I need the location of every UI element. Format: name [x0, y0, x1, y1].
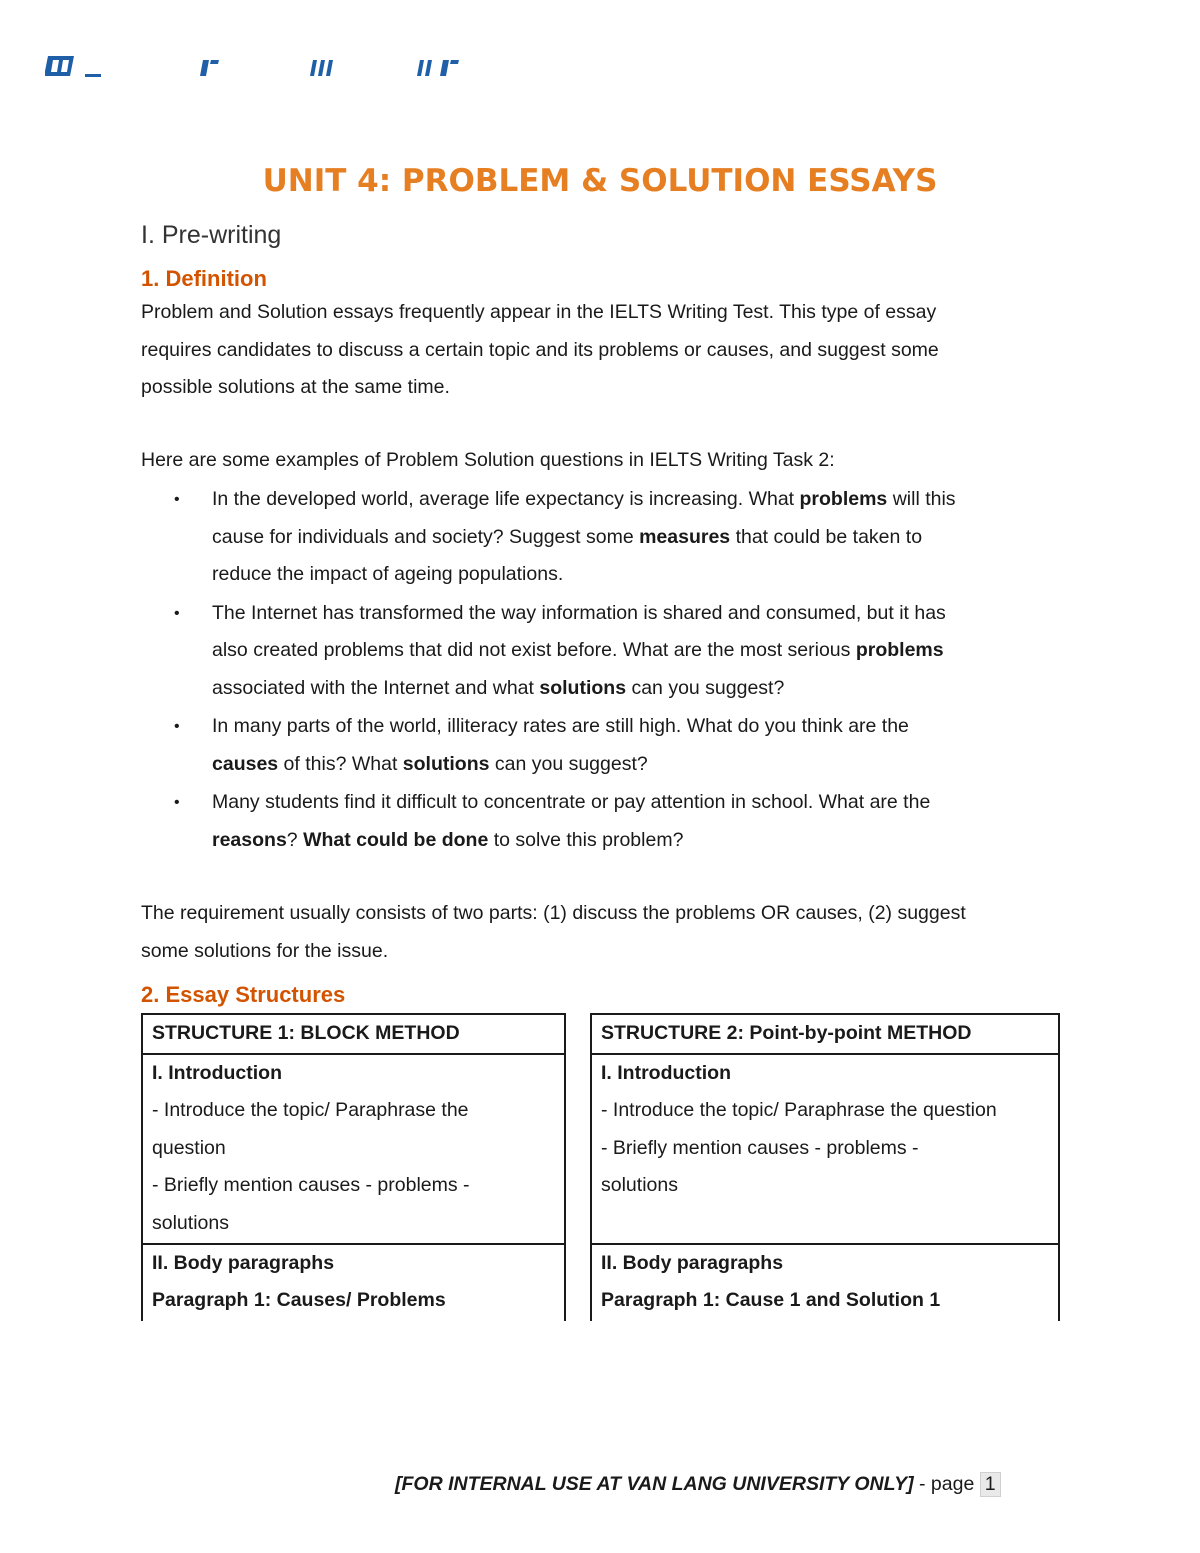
keyword: What could be done: [303, 828, 489, 851]
definition-heading: 1. Definition: [141, 266, 267, 291]
example-question-item: [141, 784, 1071, 859]
structure2-body-cell: [591, 1244, 1059, 1321]
paragraph-line: some solutions for the issue.: [141, 939, 389, 962]
example-question-item: [141, 481, 1071, 594]
example-line: In many parts of the world, illiteracy rates are still high. What do you think are the: [212, 715, 909, 737]
paragraph1-title: Paragraph 1: Causes/ Problems: [152, 1289, 446, 1311]
paragraph-line: requires candidates to discuss a certain topic and its problems or causes, and suggest some: [141, 338, 939, 361]
example-line: The Internet has transformed the way information is shared and consumed, but it has: [212, 601, 946, 624]
intro-line: - Briefly mention causes - problems -: [601, 1136, 919, 1159]
document-title: UNIT 4: PROBLEM & SOLUTION ESSAYS: [262, 163, 938, 199]
page-label: - page: [913, 1473, 980, 1495]
examples-list: [141, 481, 1071, 860]
requirement-paragraph: [141, 895, 1071, 970]
structure2-header: STRUCTURE 2: Point-by-point METHOD: [591, 1014, 1059, 1054]
example-line: cause for individuals and society? Suggest some measures that could be taken to: [212, 525, 923, 548]
section-heading-prewriting: I. Pre-writing: [141, 221, 282, 249]
example-line: associated with the Internet and what solutions can you suggest?: [212, 676, 785, 699]
university-logo-icon: [45, 52, 465, 82]
keyword: solutions: [402, 752, 490, 775]
example-line: reasons? What could be done to solve this problem?: [212, 828, 684, 851]
intro-line: solutions: [152, 1211, 229, 1234]
essay-structures-heading: 2. Essay Structures: [141, 982, 346, 1007]
page-footer: [395, 1472, 1001, 1497]
internal-use-notice: [FOR INTERNAL USE AT VAN LANG UNIVERSITY ONLY]: [395, 1473, 914, 1495]
bullet-icon: •: [174, 718, 180, 735]
keyword: problems: [855, 639, 944, 661]
examples-intro: [141, 442, 1071, 480]
paragraph1-title: Paragraph 1: Cause 1 and Solution 1: [601, 1289, 941, 1311]
paragraph-line: The requirement usually consists of two parts: (1) discuss the problems OR causes, (2) suggest: [141, 902, 966, 924]
example-line: also created problems that did not exist before. What are the most serious problems: [212, 639, 944, 661]
keyword: solutions: [539, 676, 627, 699]
intro-line: - Introduce the topic/ Paraphrase the: [152, 1099, 469, 1121]
structure1-body-cell: [142, 1244, 565, 1321]
intro-line: - Briefly mention causes - problems -: [152, 1174, 470, 1196]
paragraph-line: Problem and Solution essays frequently appear in the IELTS Writing Test. This type of essay: [141, 301, 937, 323]
example-line: reduce the impact of ageing populations.: [212, 563, 564, 585]
structure2-table: [590, 1013, 1060, 1321]
bullet-icon: •: [174, 491, 180, 508]
keyword: measures: [639, 525, 731, 548]
paragraph-line: Here are some examples of Problem Solution questions in IELTS Writing Task 2:: [141, 449, 835, 471]
page-number: 1: [980, 1472, 1001, 1497]
intro-line: - Introduce the topic/ Paraphrase the question: [601, 1099, 997, 1121]
intro-title: I. Introduction: [601, 1061, 731, 1084]
structure1-header: STRUCTURE 1: BLOCK METHOD: [142, 1014, 565, 1054]
intro-title: I. Introduction: [152, 1061, 282, 1084]
example-question-item: [141, 708, 1071, 783]
intro-line: question: [152, 1136, 226, 1159]
definition-paragraph: [141, 294, 1071, 407]
example-line: Many students find it difficult to concentrate or pay attention in school. What are the: [212, 791, 931, 813]
structure2-introduction-cell: [591, 1054, 1059, 1244]
example-line: causes of this? What solutions can you suggest?: [212, 752, 648, 775]
bullet-icon: •: [174, 794, 180, 811]
keyword: causes: [212, 752, 279, 775]
bullet-icon: •: [174, 604, 180, 622]
example-line: In the developed world, average life expectancy is increasing. What problems will this: [212, 488, 956, 510]
body-title: II. Body paragraphs: [152, 1251, 335, 1274]
example-question-item: [141, 595, 1071, 708]
intro-line: solutions: [601, 1174, 678, 1196]
structure1-introduction-cell: [142, 1054, 565, 1244]
structure1-table: [141, 1013, 566, 1321]
body-title: II. Body paragraphs: [601, 1251, 784, 1274]
paragraph-line: possible solutions at the same time.: [141, 376, 450, 398]
keyword: problems: [799, 488, 888, 510]
keyword: reasons: [212, 828, 287, 851]
